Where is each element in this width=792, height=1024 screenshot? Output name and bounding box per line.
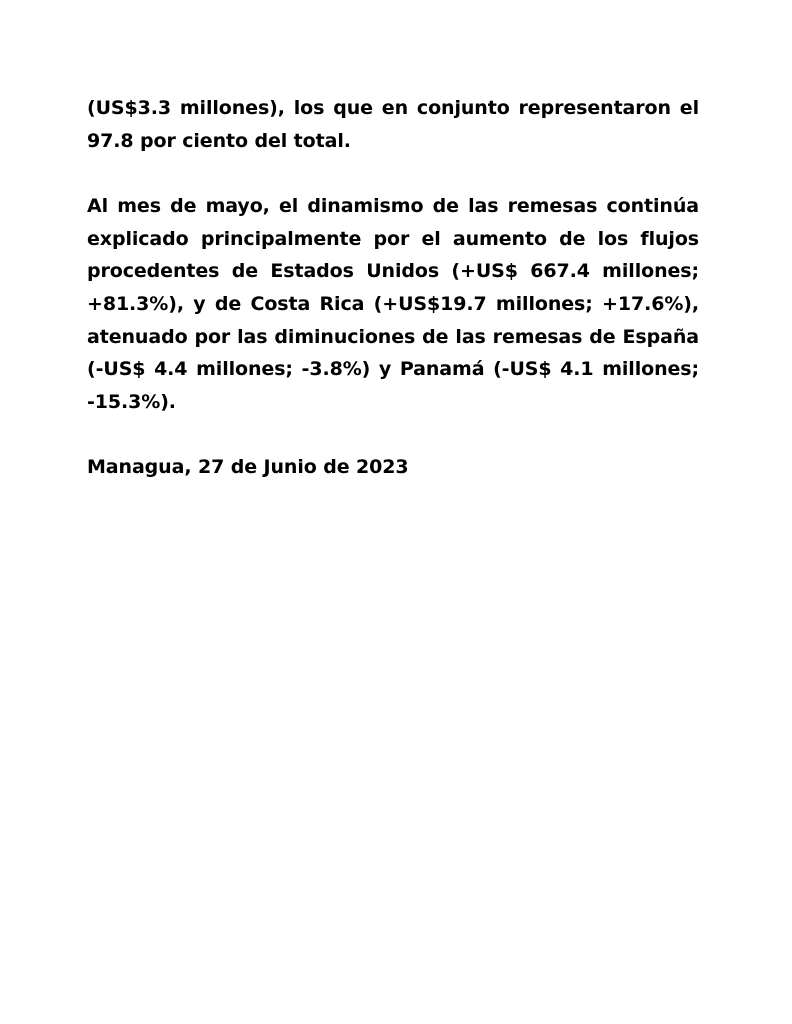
document-page: [87, 92, 699, 484]
place-and-date: Managua, 27 de Junio de 2023: [87, 456, 409, 479]
paragraph-continuation: (US$3.3 millones), los que en conjunto representaron el 97.8 por ciento del total.: [87, 97, 699, 152]
paragraph-remittance-dynamics: Al mes de mayo, el dinamismo de las remesas continúa explicado principalmente por el aumento de los flujos procedentes de Estados Unidos (+US$ 667.4 millones; +81.3%), y de Costa Rica (+US$19.7 millones; +17.6%), atenuado por las diminuciones de las remesas de España (-US$ 4.4 millones; -3.8%) y Panamá (-US$ 4.1 millones; -15.3%).: [87, 195, 699, 413]
